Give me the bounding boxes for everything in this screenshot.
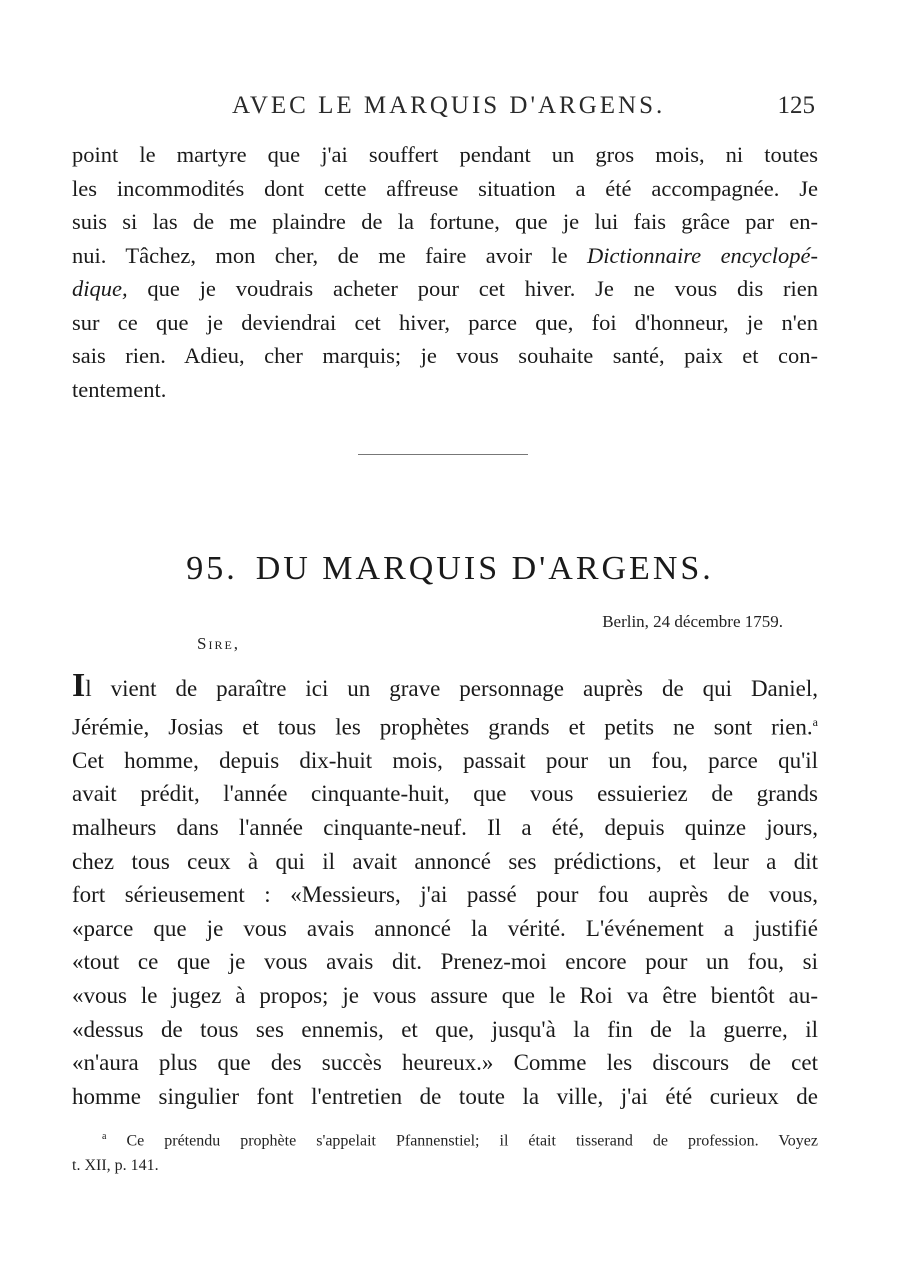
text-line: «n'aura plus que des succès heureux.» Comme les discours de cet [72, 1050, 818, 1076]
footnote-line [72, 1124, 818, 1153]
text-line: «tout ce que je vous avais dit. Prenez-moi encore pour un fou, si [72, 949, 818, 975]
letter-title: DU MARQUIS D'ARGENS. [255, 550, 714, 587]
footnote [72, 1124, 818, 1178]
dateline: Berlin, 24 décembre 1759. [602, 612, 783, 631]
text-line: sais rien. Adieu, cher marquis; je vous souhaite santé, paix et con- [72, 343, 818, 368]
text-segment: Jérémie, Josias et tous les prophètes grands et petits ne sont rien. [72, 714, 813, 740]
salutation: Sire, [197, 634, 241, 653]
drop-cap: I [72, 667, 86, 704]
text-line [72, 239, 818, 273]
text-line: Cet homme, depuis dix-huit mois, passait pour un fou, parce qu'il [72, 747, 818, 773]
text-line: point le martyre que j'ai souffert pendant un gros mois, ni toutes [72, 142, 818, 167]
running-title: AVEC LE MARQUIS D'ARGENS. [232, 92, 666, 119]
text-line: avait prédit, l'année cinquante-huit, que vous essuieriez de grands [72, 781, 818, 807]
letter-number: 95. [186, 550, 238, 587]
section-divider [358, 454, 528, 455]
footnote-text: Ce prétendu prophète s'appelait Pfannenstiel; il était tisserand de profession. Voyez [126, 1132, 819, 1150]
text-line [72, 667, 818, 706]
text-line: fort sérieusement : «Messieurs, j'ai passé pour fou auprès de vous, [72, 882, 818, 908]
text-line: suis si las de me plaindre de la fortune, que je lui fais grâce par en- [72, 209, 818, 234]
text-line: «parce que je vous avais annoncé la vérité. L'événement a justifié [72, 915, 818, 941]
letter-heading [0, 550, 900, 588]
text-line: malheurs dans l'année cinquante-neuf. Il a été, depuis quinze jours, [72, 815, 818, 841]
running-head [0, 92, 900, 124]
footnote-marker: a [102, 1131, 107, 1142]
text-line: tentement. [72, 376, 167, 402]
footnote-line: t. XII, p. 141. [72, 1157, 159, 1175]
text-line: «vous le jugez à propos; je vous assure que le Roi va être bientôt au- [72, 983, 818, 1008]
text-segment: que je voudrais acheter pour cet hiver. Je ne vous dis rien [127, 276, 818, 301]
text-segment: nui. Tâchez, mon cher, de me faire avoir le [72, 242, 588, 268]
text-line [72, 706, 818, 744]
text-segment: l vient de paraître ici un grave personnage auprès de qui Daniel, [85, 676, 818, 701]
text-line: les incommodités dont cette affreuse situation a été accompagnée. Je [72, 175, 818, 201]
footnote-reference[interactable]: a [812, 714, 818, 729]
previous-letter-ending [72, 138, 818, 406]
letter-body [72, 667, 818, 1113]
text-line: «dessus de tous ses ennemis, et que, jusqu'à la fin de la guerre, il [72, 1016, 818, 1042]
book-title-italic: Dictionnaire encyclopé- [587, 242, 818, 268]
text-line: homme singulier font l'entretien de toute la ville, j'ai été curieux de [72, 1083, 818, 1109]
text-line: sur ce que je deviendrai cet hiver, parce que, foi d'honneur, je n'en [72, 309, 818, 335]
book-title-italic: dique, [72, 276, 128, 301]
text-line [72, 272, 818, 306]
page-number: 125 [777, 92, 815, 119]
text-line: chez tous ceux à qui il avait annoncé ses prédictions, et leur a dit [72, 848, 818, 874]
